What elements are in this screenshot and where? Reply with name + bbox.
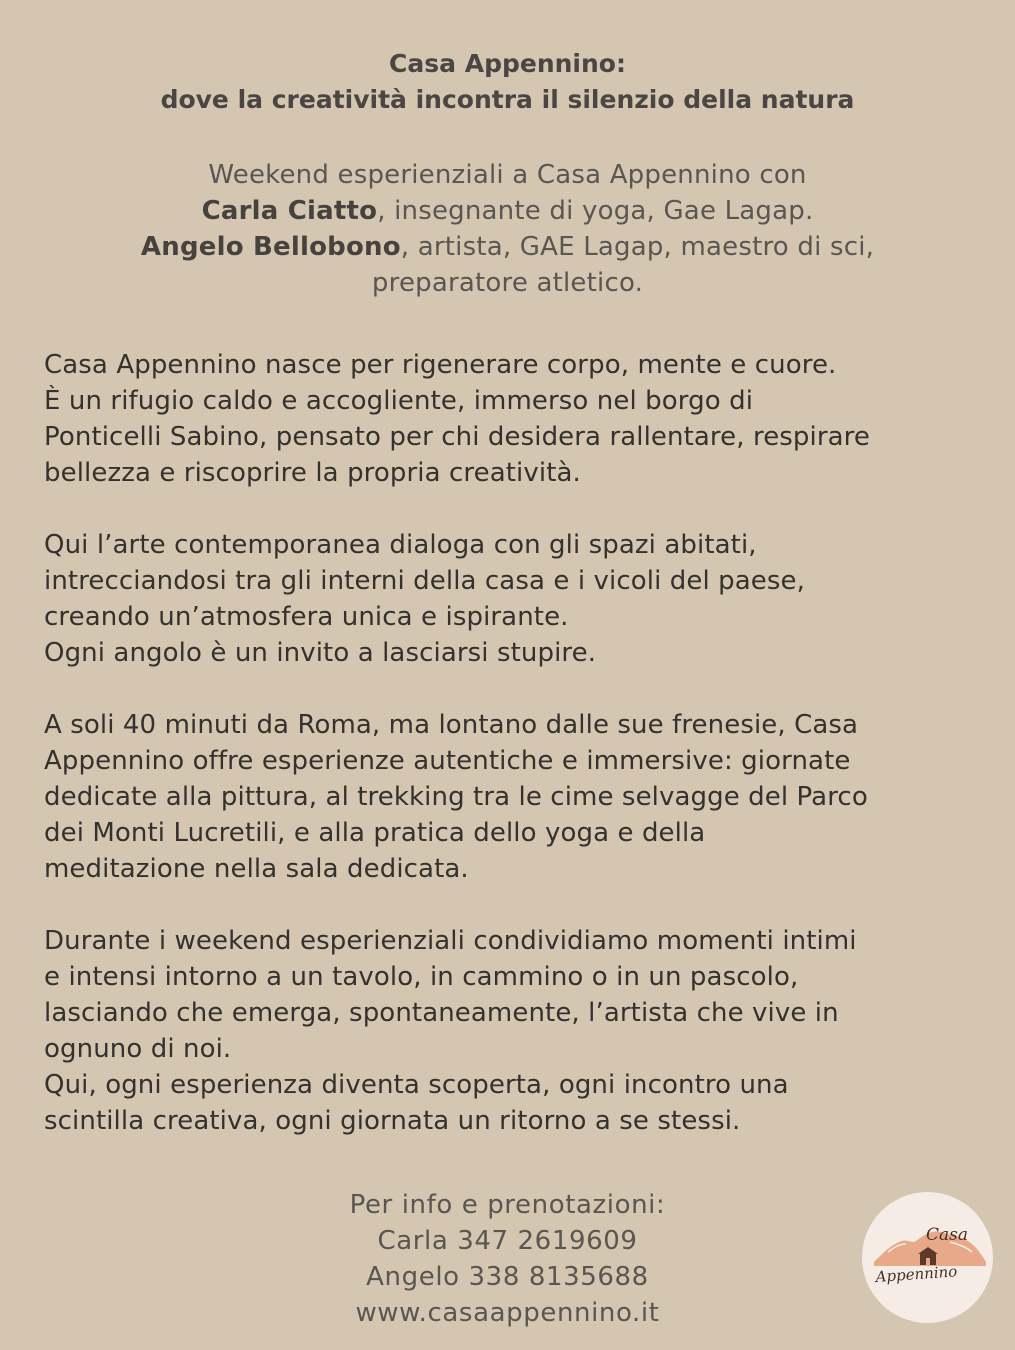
contact-phone-angelo: Angelo 338 8135688 bbox=[366, 1262, 649, 1292]
paragraph-line: meditazione nella sala dedicata. bbox=[44, 854, 469, 884]
logo-word-casa: Casa bbox=[926, 1225, 969, 1245]
intro-line-1: Weekend esperienziali a Casa Appennino con bbox=[208, 160, 807, 190]
intro-line-carla bbox=[0, 193, 1015, 229]
paragraph-line: Durante i weekend esperienziali condividiamo momenti intimi bbox=[44, 926, 857, 956]
paragraph-line: A soli 40 minuti da Roma, ma lontano dalle sue frenesie, Casa bbox=[44, 710, 859, 740]
paragraph bbox=[44, 347, 974, 491]
paragraph-line: Casa Appennino nasce per rigenerare corpo, mente e cuore. bbox=[44, 350, 837, 380]
logo-word-appennino: Appennino bbox=[875, 1262, 958, 1286]
mountain-house-icon bbox=[862, 1192, 993, 1323]
intro-line-4: preparatore atletico. bbox=[371, 268, 644, 298]
casa-appennino-logo bbox=[862, 1192, 993, 1323]
title-line-2: dove la creatività incontra il silenzio della natura bbox=[160, 85, 855, 114]
intro-block bbox=[0, 157, 1015, 301]
paragraph-line: ognuno di noi. bbox=[44, 1034, 232, 1064]
paragraph-line: Qui, ogni esperienza diventa scoperta, ogni incontro una bbox=[44, 1070, 789, 1100]
paragraph-line: È un rifugio caldo e accogliente, immerso nel borgo di bbox=[44, 386, 754, 416]
paragraph bbox=[44, 923, 974, 1139]
contact-heading: Per info e prenotazioni: bbox=[349, 1190, 666, 1220]
contact-phone-carla: Carla 347 2619609 bbox=[377, 1226, 638, 1256]
paragraph-line: Ogni angolo è un invito a lasciarsi stupire. bbox=[44, 638, 597, 668]
intro-line-angelo bbox=[0, 229, 1015, 265]
paragraph bbox=[44, 707, 974, 887]
paragraph-line: intrecciandosi tra gli interni della casa e i vicoli del paese, bbox=[44, 566, 805, 596]
paragraph-line: bellezza e riscoprire la propria creatività. bbox=[44, 458, 581, 488]
website-text: www.casaappennino.it bbox=[355, 1298, 660, 1328]
paragraph bbox=[44, 527, 974, 671]
carla-name: Carla Ciatto bbox=[201, 196, 378, 226]
paragraph-line: Qui l’arte contemporanea dialoga con gli spazi abitati, bbox=[44, 530, 757, 560]
title-line-1: Casa Appennino: bbox=[389, 49, 626, 78]
paragraph-line: lasciando che emerga, spontaneamente, l’artista che vive in bbox=[44, 998, 839, 1028]
paragraph-line: dei Monti Lucretili, e alla pratica dello yoga e della bbox=[44, 818, 706, 848]
paragraph-line: creando un’atmosfera unica e ispirante. bbox=[44, 602, 569, 632]
paragraph-line: Appennino offre esperienze autentiche e immersive: giornate bbox=[44, 746, 851, 776]
page-title bbox=[0, 46, 1015, 118]
paragraph-line: dedicate alla pittura, al trekking tra le cime selvagge del Parco bbox=[44, 782, 868, 812]
body-text bbox=[44, 347, 974, 1175]
paragraph-line: Ponticelli Sabino, pensato per chi desidera rallentare, respirare bbox=[44, 422, 870, 452]
carla-role: , insegnante di yoga, Gae Lagap. bbox=[377, 196, 814, 226]
paragraph-line: scintilla creativa, ogni giornata un ritorno a se stessi. bbox=[44, 1106, 741, 1136]
angelo-role: , artista, GAE Lagap, maestro di sci, bbox=[400, 232, 875, 262]
paragraph-line: e intensi intorno a un tavolo, in cammino o in un pascolo, bbox=[44, 962, 799, 992]
angelo-name: Angelo Bellobono bbox=[140, 232, 401, 262]
